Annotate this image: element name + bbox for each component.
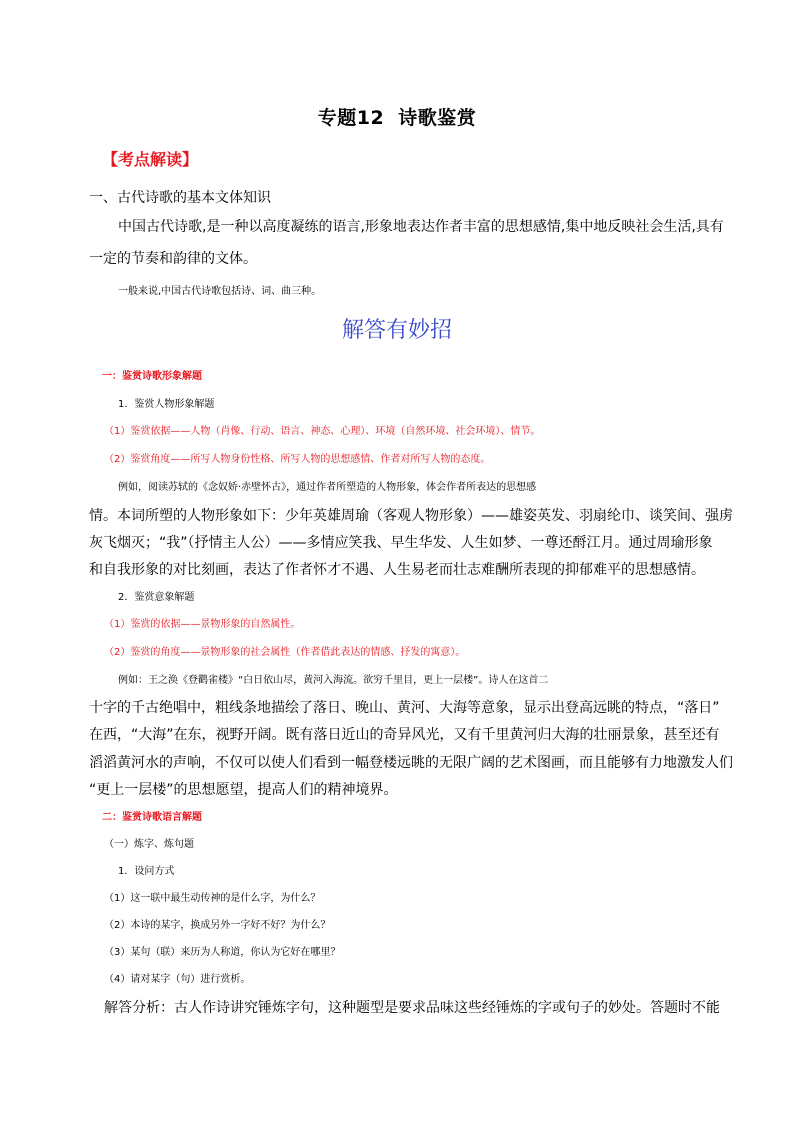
question-form-item: （1）这一联中最生动传神的是什么字，为什么？ xyxy=(104,893,321,904)
example-1-line: 例如，阅读苏轼的《念奴娇·赤壁怀古》，通过作者所塑造的人物形象，体会作者所表达的思想感 xyxy=(118,482,537,493)
answer-analysis-line: 解答分析：古人作诗讲究锤炼字句，这种题型是要求品味这些经锤炼的字或句子的妙处。答题时不能 xyxy=(104,1000,720,1016)
subheading-imagery: 2．鉴赏意象解题 xyxy=(118,592,195,603)
heading-image-appreciation: 一：鉴赏诗歌形象解题 xyxy=(102,371,202,382)
subheading-question-forms: 1．设问方式 xyxy=(118,866,175,877)
heading-language-appreciation: 二：鉴赏诗歌语言解题 xyxy=(102,812,202,823)
intro-paragraph-line: 一定的节奏和韵律的文体。 xyxy=(89,251,257,267)
title-topic-number: 专题12 xyxy=(317,107,385,129)
example-2-line: “更上一层楼”的思想愿望，提高人们的精神境界。 xyxy=(89,782,398,798)
page-title xyxy=(0,103,794,130)
intro-paragraph-line: 中国古代诗歌,是一种以高度凝练的语言,形象地表达作者丰富的思想感情,集中地反映社会生活,具有 xyxy=(118,219,724,235)
title-topic-name: 诗歌鉴赏 xyxy=(398,107,477,129)
example-2-line: 十字的千古绝唱中，粗线条地描绘了落日、晚山、黄河、大海等意象，显示出登高远眺的特点，“落日” xyxy=(89,700,720,716)
banner-answer-tips: 解答有妙招 xyxy=(341,318,452,343)
intro-paragraph-line: 一般来说,中国古代诗歌包括诗、词、曲三种。 xyxy=(118,286,322,297)
character-angle-line: （2）鉴赏角度——所写人物身份性格、所写人物的思想感情、作者对所写人物的态度。 xyxy=(104,454,491,465)
subheading-character-image: 1．鉴赏人物形象解题 xyxy=(118,399,215,410)
character-basis-line: （1）鉴赏依据——人物（肖像、行动、语言、神态、心理）、环境（自然环境、社会环境）、情节。 xyxy=(104,426,541,437)
imagery-basis-line: （1）鉴赏的依据——景物形象的自然属性。 xyxy=(104,619,301,630)
section-kaodian-heading: 【考点解读】 xyxy=(102,150,199,169)
example-2-line: 在西，“大海”在东，视野开阔。既有落日近山的奇异风光，又有千里黄河归大海的壮丽景象，甚至还有 xyxy=(89,727,720,743)
question-form-item: （3）某句（联）来历为人称道，你认为它好在哪里？ xyxy=(104,947,341,958)
question-form-item: （4）请对某字（句）进行赏析。 xyxy=(104,974,251,985)
example-2-line: 例如：王之涣《登鹳雀楼》“白日依山尽，黄河入海流。欲穷千里目，更上一层楼”。诗人在这首二 xyxy=(118,675,549,686)
question-form-item: （2）本诗的某字，换成另外一字好不好？为什么？ xyxy=(104,920,331,931)
example-1-line: 和自我形象的对比刻画，表达了作者怀才不遇、人生易老而壮志难酬所表现的抑郁难平的思想感情。 xyxy=(89,562,705,578)
heading-genre-knowledge: 一、古代诗歌的基本文体知识 xyxy=(89,190,271,206)
subheading-word-refining: （一）炼字、炼句题 xyxy=(104,839,194,850)
imagery-angle-line: （2）鉴赏的角度——景物形象的社会属性（作者借此表达的情感、抒发的寓意）。 xyxy=(104,647,466,658)
example-2-line: 滔滔黄河水的声响，不仅可以使人们看到一幅登楼远眺的无限广阔的艺术图画，而且能够有力地激发人们 xyxy=(89,755,733,771)
example-1-line: 情。本词所塑的人物形象如下：少年英雄周瑜（客观人物形象）——雄姿英发、羽扇纶巾、谈笑间、强虏 xyxy=(89,508,733,524)
example-1-line: 灰飞烟灭；“我”（抒情主人公）——多情应笑我、早生华发、人生如梦、一尊还酹江月。通过周瑜形象 xyxy=(89,535,713,551)
